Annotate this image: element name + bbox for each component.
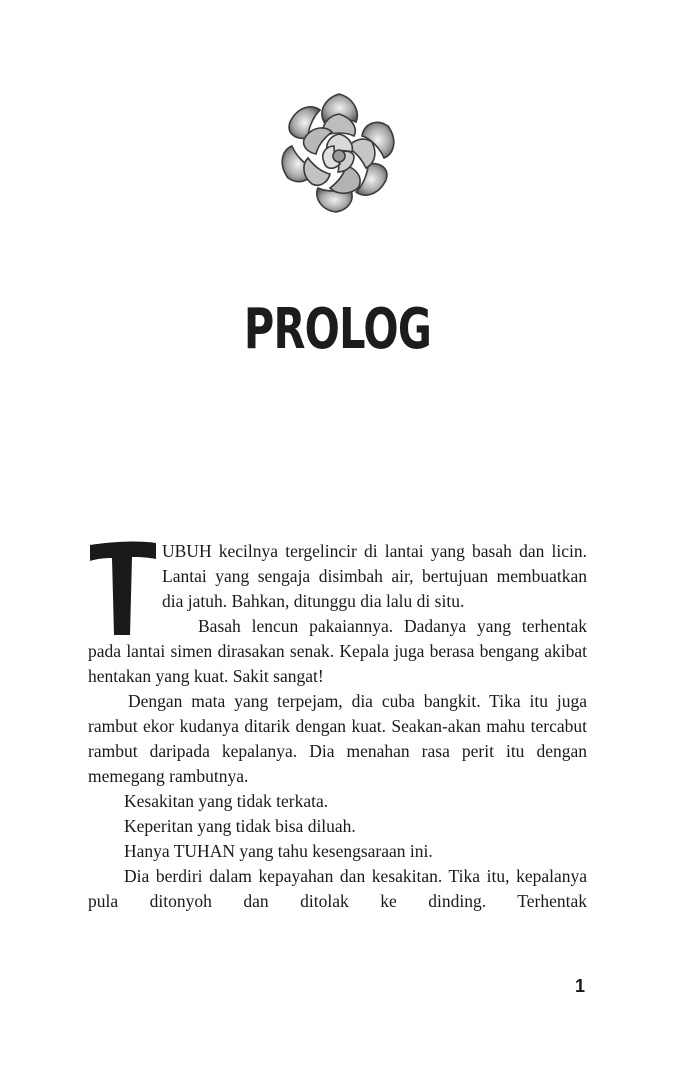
page-title: PROLOG: [243, 297, 432, 362]
prologue-text: [88, 539, 587, 914]
paragraph-5: Keperitan yang tidak bisa diluah.: [124, 816, 356, 836]
paragraph-6: Hanya TUHAN yang tahu kesengsaraan ini.: [124, 841, 433, 861]
drop-cap-t: [88, 539, 162, 639]
paragraph-2: Basah lencun pakaiannya. Dadanya yang terhentak pada lantai simen dirasakan senak. Kepala juga berasa bengang akibat hentakan yang kuat. Sakit sangat!: [88, 616, 587, 686]
succulent-rose-icon: [276, 92, 402, 214]
page-number: 1: [574, 976, 585, 996]
paragraph-4: Kesakitan yang tidak terkata.: [124, 791, 329, 811]
paragraph-7: Dia berdiri dalam kepayahan dan kesakitan. Tika itu, kepalanya pula ditonyoh dan ditolak ke dinding. Terhentak: [88, 866, 587, 911]
paragraph-3: Dengan mata yang terpejam, dia cuba bangkit. Tika itu juga rambut ekor kudanya ditarik dengan kuat. Seakan-akan mahu tercabut rambut daripada kepalanya. Dia menahan rasa perit itu dengan memegang rambutnya.: [88, 691, 587, 786]
paragraph-1: UBUH kecilnya tergelincir di lantai yang basah dan licin. Lantai yang sengaja disimbah air, bertujuan membuatkan dia jatuh. Bahkan, ditunggu dia lalu di situ.: [162, 541, 587, 611]
